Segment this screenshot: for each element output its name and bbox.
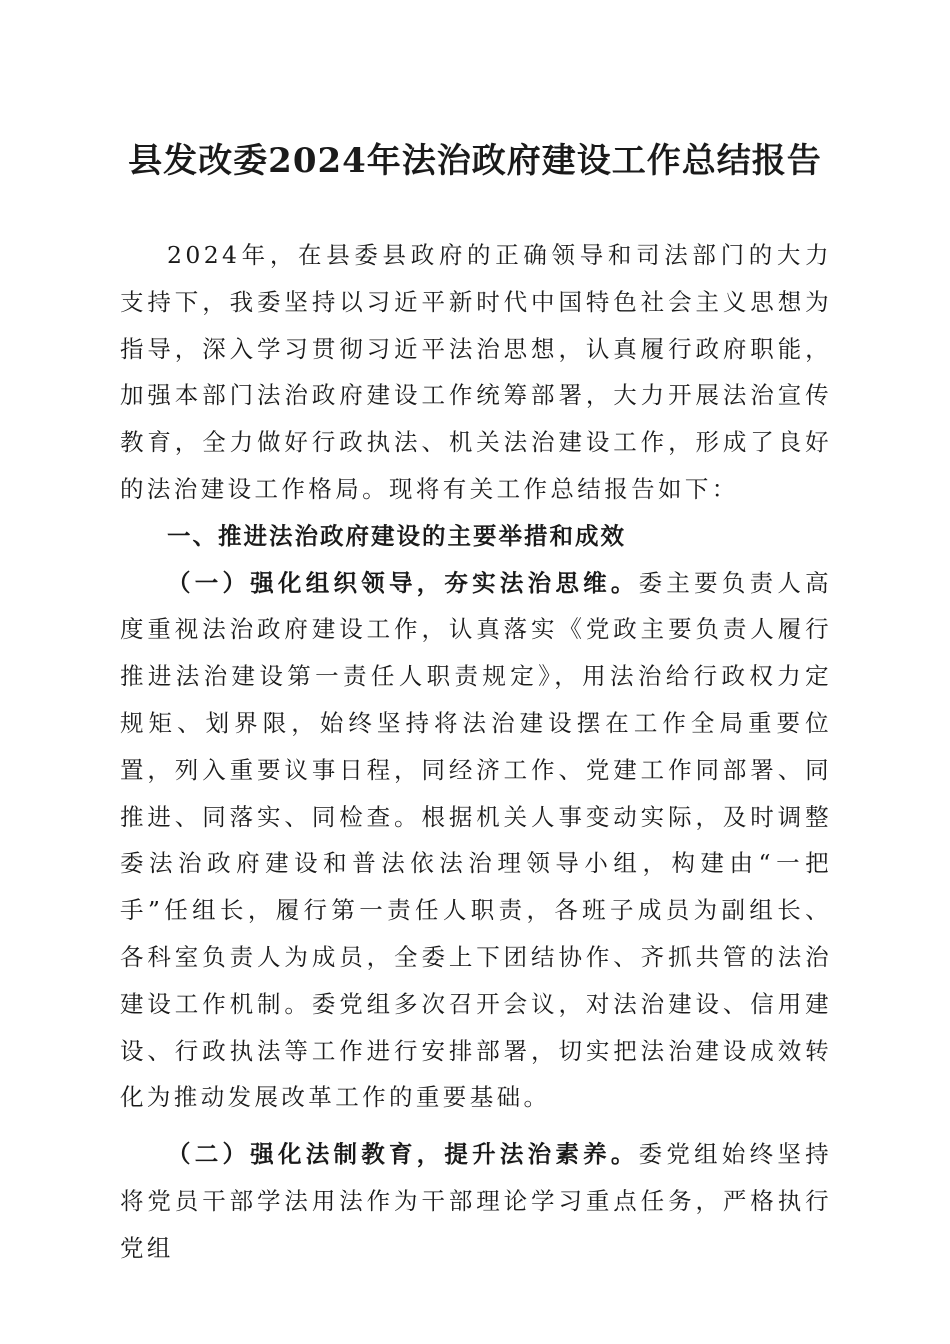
section-heading-1: 一、推进法治政府建设的主要举措和成效 <box>167 521 626 550</box>
subsection-2-body: 委党组始终坚持将党员干部学法用法作为干部理论学习重点任务，严格执行党组 <box>120 1140 832 1262</box>
paragraph-gap <box>120 1121 832 1131</box>
intro-paragraph: 2024年，在县委县政府的正确领导和司法部门的大力支持下，我委坚持以习近平新时代中国特色社会主义思想为指导，深入学习贯彻习近平法治思想，认真履行政府职能，加强本部门法治政府建设工作统筹部署，大力开展法治宣传教育，全力做好行政执法、机关法治建设工作，形成了良好的法治建设工作格局。现将有关工作总结报告如下： <box>120 241 832 503</box>
document-body <box>120 232 832 1272</box>
subsection-1-lead: （一）强化组织领导，夯实法治思维。 <box>167 568 639 597</box>
subsection-2-paragraph <box>120 1131 832 1271</box>
subsection-1-body: 委主要负责人高度重视法治政府建设工作，认真落实《党政主要负责人履行推进法治建设第一责任人职责规定》，用法治给行政权力定规矩、划界限，始终坚持将法治建设摆在工作全局重要位置，列入重要议事日程，同经济工作、党建工作同部署、同推进、同落实、同检查。根据机关人事变动实际，及时调整委法治政府建设和普法依法治理领导小组，构建由“一把手”任组长，履行第一责任人职责，各班子成员为副组长、各科室负责人为成员，全委上下团结协作、齐抓共管的法治建设工作机制。委党组多次召开会议，对法治建设、信用建设、行政执法等工作进行安排部署，切实把法治建设成效转化为推动发展改革工作的重要基础。 <box>120 568 832 1112</box>
subsection-2-lead: （二）强化法制教育，提升法治素养。 <box>167 1140 639 1169</box>
document-title: 县发改委2024年法治政府建设工作总结报告 <box>128 141 822 181</box>
subsection-1-paragraph <box>120 560 832 1122</box>
